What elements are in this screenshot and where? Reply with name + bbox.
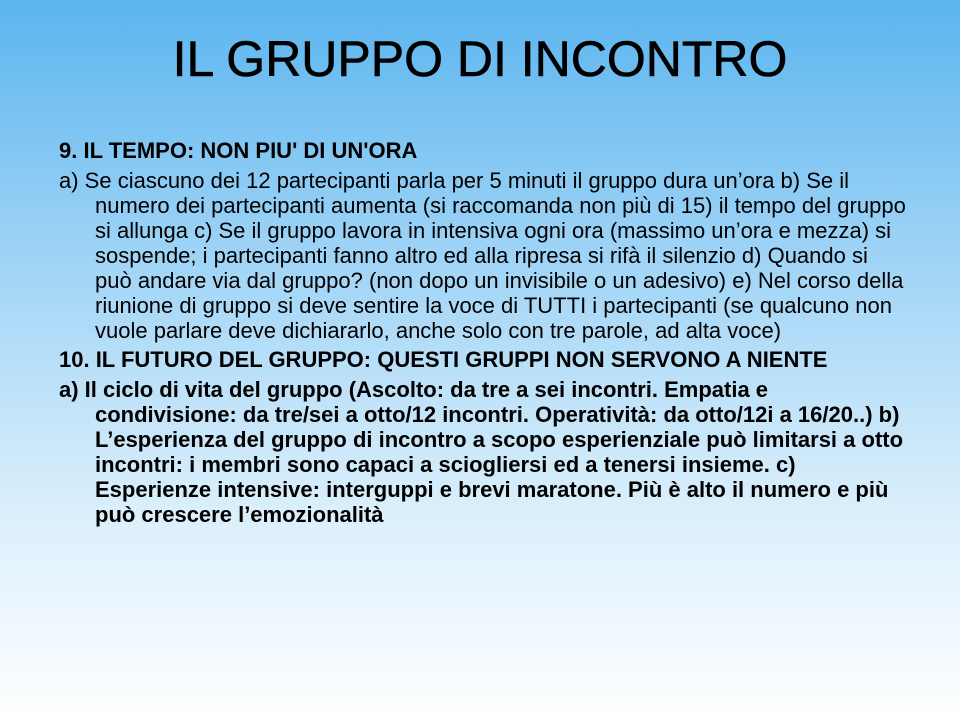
section-body-future: a) Il ciclo di vita del gruppo (Ascolto: da tre a sei incontri. Empatia e condivisione: da tre/sei a otto/12 incontri. Operatività: da otto/12i a 16/20..) b) L’esperienza del gruppo di incontro a scopo esperienziale può limitarsi a otto incontri: i membri sono capaci a sciogliersi ed a tenersi insieme. c) Esperienze intensive: interguppi e brevi maratone. Più è alto il numero e più può crescere l’emozionalità bbox=[59, 377, 904, 527]
slide-content bbox=[59, 138, 909, 531]
section-heading-time: 9. IL TEMPO: NON PIU' DI UN'ORA bbox=[59, 138, 418, 163]
section-body-time: a) Se ciascuno dei 12 partecipanti parla per 5 minuti il gruppo dura un’ora b) Se il numero dei partecipanti aumenta (si raccomanda non più di 15) il tempo del gruppo si allunga c) Se il gruppo lavora in intensiva ogni ora (massimo un’ora e mezza) si sospende; i partecipanti fanno altro ed alla ripresa si rifà il silenzio d) Quando si può andare via dal gruppo? (non dopo un invisibile o un adesivo) e) Nel corso della riunione di gruppo si deve sentire la voce di TUTTI i partecipanti (se qualcuno non vuole parlare deve dichiararlo, anche solo con tre parole, ad alta voce) bbox=[59, 168, 906, 343]
section-heading-future: 10. IL FUTURO DEL GRUPPO: QUESTI GRUPPI NON SERVONO A NIENTE bbox=[59, 347, 828, 372]
slide-title: IL GRUPPO DI INCONTRO bbox=[172, 31, 788, 87]
